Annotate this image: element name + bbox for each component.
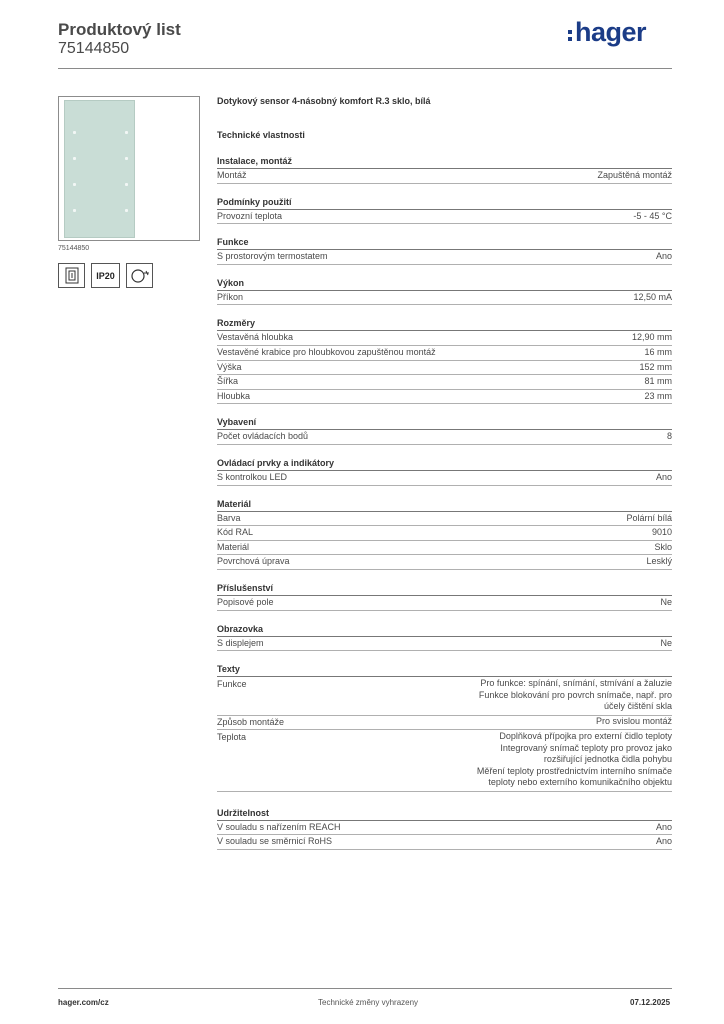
product-code: 75144850 [58,40,130,57]
spec-label: Hloubka [217,390,251,401]
spec-row [217,835,672,850]
spec-sections [217,154,672,651]
spec-row [217,390,672,405]
spec-row [217,512,672,527]
spec-row [217,361,672,376]
spec-value: 8 [666,431,672,442]
section-title: Rozměry [217,316,672,331]
spec-row [217,346,672,361]
section-title: Obrazovka [217,622,672,637]
spec-value [596,716,672,730]
spec-value-line: teploty nebo externího komunikačního objektu [488,777,672,788]
spec-section [217,497,672,570]
spec-value-line: Měření teploty prostřednictvím interního snímače [476,765,672,776]
spec-section [217,316,672,404]
spec-section [217,154,672,184]
spec-label: Šířka [217,376,239,387]
spec-value: Ano [655,836,672,847]
spec-row [217,471,672,486]
spec-content [217,94,672,861]
page-title: Produktový list [58,20,181,39]
spec-value: 16 mm [644,346,672,357]
spec-label: Funkce [217,679,247,690]
spec-value: Zapuštěná montáž [597,170,672,180]
footer-divider [58,988,672,989]
spec-label: Kód RAL [217,527,254,538]
spec-value: 152 mm [639,361,672,372]
logo-text: hager [575,17,647,47]
spec-section [217,581,672,611]
spec-row [217,331,672,346]
spec-row [217,291,672,306]
spec-value: Ne [660,637,672,648]
spec-label: S kontrolkou LED [217,471,288,482]
spec-label: S displejem [217,637,264,648]
spec-row [217,677,672,716]
spec-value-line: Pro funkce: spínání, snímání, stmívání a žaluzie [480,678,672,689]
spec-section [217,195,672,225]
spec-value: -5 - 45 °C [633,210,672,221]
section-title: Texty [217,662,672,677]
spec-label: Počet ovládacích bodů [217,431,309,442]
section-title: Výkon [217,276,672,291]
section-title: Funkce [217,235,672,250]
badge-row [58,263,153,288]
footer-date: 07.12.2025 [630,998,671,1007]
logo-dots-icon [568,30,572,41]
section-title: Materiál [217,497,672,512]
spec-row [217,596,672,611]
spec-value: Polární bílá [626,512,672,523]
spec-label: Teplota [217,732,247,743]
spec-label: Montáž [217,170,247,180]
spec-label: V souladu s nařízením REACH [217,821,341,832]
footer-notice: Technické změny vyhrazeny [318,998,419,1007]
spec-label: V souladu se směrnicí RoHS [217,836,333,847]
section-title: Podmínky použití [217,195,672,210]
spec-row [217,375,672,390]
spec-section [217,276,672,306]
spec-section [217,235,672,265]
flush-mount-icon [58,263,85,288]
spec-value: 12,50 mA [633,291,672,302]
spec-label: Příkon [217,291,244,302]
footer-website[interactable]: hager.com/cz [58,998,109,1007]
spec-row [217,637,672,652]
spec-row [217,169,672,184]
spec-section [217,456,672,486]
spec-row [217,526,672,541]
header-divider [58,68,672,69]
spec-row [217,555,672,570]
spec-label: Materiál [217,541,250,552]
spec-value: Sklo [654,541,672,552]
spec-value: 12,90 mm [631,332,672,343]
spec-value: Ano [655,821,672,832]
spec-label: Způsob montáže [217,716,285,727]
spec-value-line: Integrovaný snímač teploty pro provoz jako [500,742,672,753]
spec-label: S prostorovým termostatem [217,251,328,262]
spec-row [217,821,672,836]
spec-section [217,415,672,445]
spec-row [217,730,672,792]
spec-value: Ano [655,471,672,482]
section-sustainability [217,806,672,850]
spec-value: 23 mm [644,390,672,401]
spec-value: 81 mm [644,376,672,387]
spec-row [217,541,672,556]
spec-value-line: Funkce blokování pro povrch snímače, např. pro [478,689,672,700]
spec-label: Vestavěná hloubka [217,332,294,343]
section-title: Udržitelnost [217,806,672,821]
spec-value [479,678,672,713]
spec-value-line: Pro svislou montáž [595,715,672,726]
product-image [58,96,200,241]
spec-label: Provozní teplota [217,210,283,221]
spec-value: Ne [660,596,672,607]
image-code: 75144850 [58,245,90,252]
section-title: Vybavení [217,415,672,430]
section-title: Příslušenství [217,581,672,596]
spec-label: Popisové pole [217,596,274,607]
tech-properties-heading: Technické vlastnosti [217,130,305,140]
section-title: Instalace, montáž [217,154,672,169]
spec-row [217,210,672,225]
spec-value-line: Doplňková přípojka pro externí čidlo teploty [499,731,672,742]
spec-value-line: účely čištění skla [603,701,672,712]
spec-row [217,430,672,445]
spec-value-line: rozšiřující jednotka čidla pohybu [543,754,672,765]
spec-value: 9010 [651,527,672,538]
glass-panel-image [64,100,135,238]
glow-wire-icon [126,263,153,288]
spec-value [477,731,672,789]
spec-section [217,622,672,652]
spec-label: Výška [217,361,242,372]
section-title: Ovládací prvky a indikátory [217,456,672,471]
spec-label: Vestavěné krabice pro hloubkovou zapuštěnou montáž [217,346,436,357]
spec-value: Lesklý [646,556,672,567]
ip20-badge: IP20 [91,263,120,288]
hager-logo [568,17,646,47]
spec-label: Barva [217,512,241,523]
spec-row [217,250,672,265]
spec-value: Ano [655,251,672,262]
product-name: Dotykový sensor 4-násobný komfort R.3 sklo, bílá [217,96,431,106]
spec-row [217,716,672,731]
section-texts [217,662,672,792]
spec-label: Povrchová úprava [217,556,290,567]
